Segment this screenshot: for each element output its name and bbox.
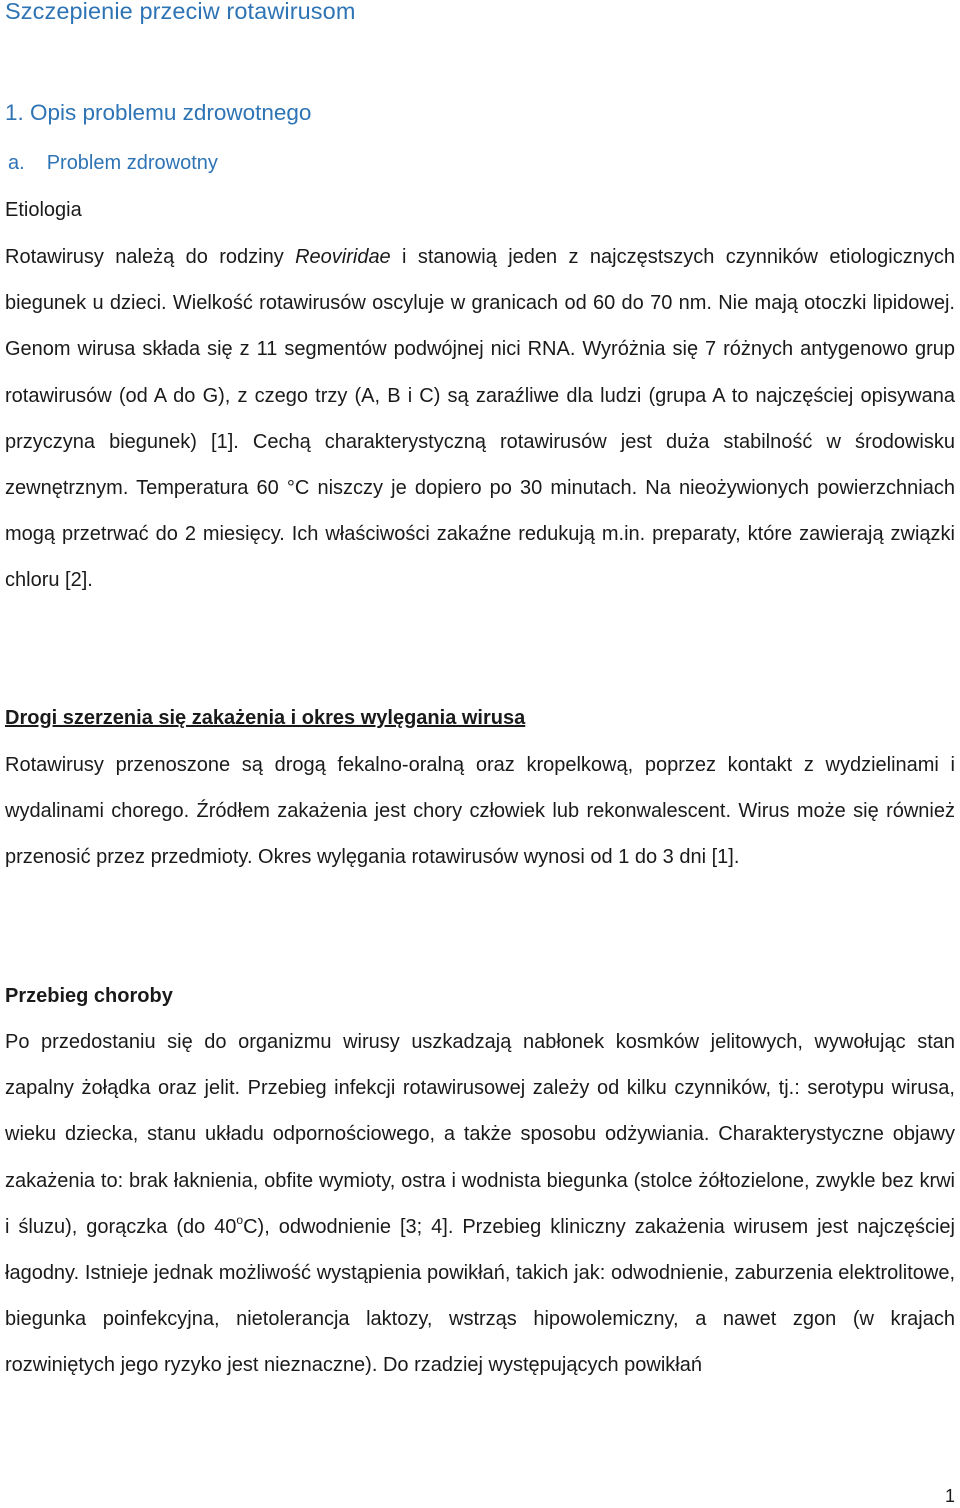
- document-title: Szczepienie przeciw rotawirusom: [5, 0, 356, 24]
- transmission-heading: Drogi szerzenia się zakażenia i okres wylęgania wirusa: [5, 707, 526, 729]
- etiology-paragraph: [5, 234, 955, 604]
- etiology-text-rest: i stanowią jeden z najczęstszych czynników etiologicznych biegunek u dzieci. Wielkość rotawirusów oscyluje w granicach od 60 do 70 nm. Nie mają otoczki lipidowej. Genom wirusa składa się z 11 segmentów podwójnej nici RNA. Wyróżnia się 7 różnych antygenowo grup rotawirusów (od A do G), z czego trzy (A, B i C) są zaraźliwe dla ludzi (grupa A to najczęściej opisywana przyczyna biegunek) [1]. Cechą charakterystyczną rotawirusów jest duża stabilność w środowisku zewnętrznym. Temperatura 60 °C niszczy je dopiero po 30 minutach. Na nieożywionych powierzchniach mogą przetrwać do 2 miesięcy. Ich właściwości zakaźne redukują m.in. preparaty, które zawierają związki chloru [2].: [5, 246, 955, 592]
- family-name: Reoviridae: [295, 246, 391, 268]
- course-text-rest: C), odwodnienie [3; 4]. Przebieg kliniczny zakażenia wirusem jest najczęściej łagodny. Istnieje jednak możliwość wystąpienia powikłań, takich jak: odwodnienie, zaburzenia elektrolitowe, biegunka poinfekcyjna, nietolerancja laktozy, wstrząs hipowolemiczny, a nawet zgon (w krajach rozwiniętych jego ryzyko jest nieznaczne). Do rzadziej występujących powikłań: [5, 1215, 955, 1377]
- course-heading: Przebieg choroby: [5, 985, 173, 1007]
- etiology-label: Etiologia: [5, 199, 82, 221]
- etiology-text-start: Rotawirusy należą do rodziny: [5, 246, 296, 268]
- degree-superscript: o: [236, 1212, 244, 1227]
- section-heading: 1. Opis problemu zdrowotnego: [5, 100, 312, 125]
- course-text-start: Po przedostaniu się do organizmu wirusy uszkadzają nabłonek kosmków jelitowych, wywołując stan zapalny żołądka oraz jelit. Przebieg infekcji rotawirusowej zależy od kilku czynników, tj.: serotypu wirusa, wieku dziecka, stanu układu odpornościowego, a także sposobu odżywiania. Charakterystyczne objawy zakażenia to: brak łaknienia, obfite wymioty, ostra i wodnista biegunka (stolce żółtozielone, zwykle bez krwi i śluzu), gorączka (do 40: [5, 1031, 955, 1238]
- subsection-marker: a.: [8, 152, 25, 174]
- course-paragraph: [5, 1019, 955, 1389]
- subsection-heading: [8, 152, 218, 175]
- subsection-title: Problem zdrowotny: [46, 152, 218, 174]
- transmission-paragraph: Rotawirusy przenoszone są drogą fekalno-oralną oraz kropelkową, poprzez kontakt z wydzielinami i wydalinami chorego. Źródłem zakażenia jest chory człowiek lub rekonwalescent. Wirus może się również przenosić przez przedmioty. Okres wylęgania rotawirusów wynosi od 1 do 3 dni [1].: [5, 754, 955, 869]
- page-number: 1: [944, 1486, 955, 1506]
